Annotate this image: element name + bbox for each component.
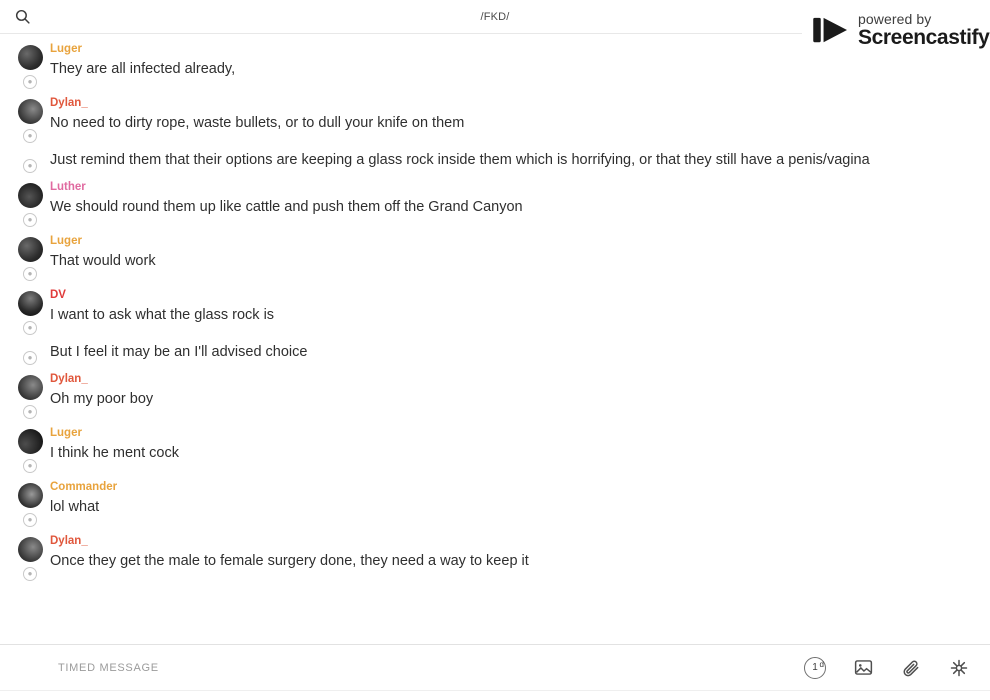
message-author[interactable]: Dylan_ xyxy=(50,373,88,385)
message-body xyxy=(50,372,976,419)
message-gutter xyxy=(10,480,50,527)
avatar[interactable] xyxy=(18,537,43,562)
paperclip-icon[interactable] xyxy=(900,657,922,679)
message-status-icon: ● xyxy=(23,405,37,419)
message-status-icon: ● xyxy=(23,75,37,89)
message-gutter xyxy=(10,96,50,143)
message-status-icon: ● xyxy=(23,129,37,143)
message-gutter xyxy=(10,150,50,173)
bottom-strip xyxy=(0,690,990,700)
message-composer xyxy=(0,644,990,690)
composer-actions xyxy=(804,657,976,679)
message-body xyxy=(50,534,976,581)
message-author[interactable]: Luger xyxy=(50,43,82,55)
image-icon[interactable] xyxy=(852,657,874,679)
message-author[interactable]: Luther xyxy=(50,181,86,193)
message-status-icon: ● xyxy=(23,351,37,365)
channel-title: /FKD/ xyxy=(480,10,510,23)
message-group xyxy=(0,234,990,281)
timed-message-input[interactable] xyxy=(58,662,804,674)
message-text: Just remind them that their options are keeping a glass rock inside them which is horrifying, or that they still have a penis/vagina xyxy=(50,152,870,168)
message-text: Oh my poor boy xyxy=(50,391,154,407)
message-group xyxy=(0,426,990,473)
message-text: That would work xyxy=(50,253,156,269)
message-text: lol what xyxy=(50,499,100,515)
message-gutter xyxy=(10,372,50,419)
message-gutter xyxy=(10,288,50,335)
avatar[interactable] xyxy=(18,375,43,400)
message-text: I want to ask what the glass rock is xyxy=(50,307,275,323)
watermark-text xyxy=(852,12,989,48)
message-group xyxy=(0,180,990,227)
message-author[interactable]: Luger xyxy=(50,427,82,439)
message-body xyxy=(50,150,976,173)
screencastify-watermark xyxy=(802,8,990,52)
message-status-icon: ● xyxy=(23,267,37,281)
message-list[interactable] xyxy=(0,34,990,644)
message-body xyxy=(50,342,976,365)
watermark-brand: Screencastify xyxy=(858,26,990,49)
message-gutter xyxy=(10,42,50,89)
message-status-icon: ● xyxy=(23,513,37,527)
avatar[interactable] xyxy=(18,99,43,124)
sparkle-icon[interactable] xyxy=(948,657,970,679)
message-gutter xyxy=(10,534,50,581)
message-body xyxy=(50,96,976,143)
message-group xyxy=(0,480,990,527)
watermark-powered-by: powered by xyxy=(858,11,932,27)
message-gutter xyxy=(10,234,50,281)
message-group xyxy=(0,96,990,143)
message-status-icon: ● xyxy=(23,459,37,473)
message-author[interactable]: Dylan_ xyxy=(50,97,88,109)
message-status-icon: ● xyxy=(23,321,37,335)
message-group xyxy=(0,534,990,581)
message-status-icon: ● xyxy=(23,567,37,581)
message-timer-unit: d xyxy=(819,659,824,669)
message-group xyxy=(0,288,990,335)
avatar[interactable] xyxy=(18,45,43,70)
avatar[interactable] xyxy=(18,237,43,262)
message-continuation xyxy=(0,342,990,365)
message-status-icon: ● xyxy=(23,159,37,173)
message-status-icon: ● xyxy=(23,213,37,227)
message-text: I think he ment cock xyxy=(50,445,179,461)
message-body xyxy=(50,180,976,227)
play-arrow-icon xyxy=(812,13,852,47)
search-icon[interactable] xyxy=(0,0,44,34)
avatar[interactable] xyxy=(18,183,43,208)
message-timer-button[interactable] xyxy=(804,657,826,679)
message-timer-value: 1 xyxy=(812,662,818,673)
message-body xyxy=(50,234,976,281)
message-text: We should round them up like cattle and push them off the Grand Canyon xyxy=(50,199,523,215)
message-gutter xyxy=(10,180,50,227)
message-text: Once they get the male to female surgery done, they need a way to keep it xyxy=(50,553,529,569)
message-author[interactable]: Commander xyxy=(50,481,118,493)
message-body xyxy=(50,426,976,473)
message-author[interactable]: Luger xyxy=(50,235,82,247)
message-body xyxy=(50,288,976,335)
message-body xyxy=(50,480,976,527)
message-continuation xyxy=(0,150,990,173)
message-author[interactable]: DV xyxy=(50,289,66,301)
message-group xyxy=(0,372,990,419)
message-author[interactable]: Dylan_ xyxy=(50,535,88,547)
message-text: They are all infected already, xyxy=(50,61,236,77)
avatar[interactable] xyxy=(18,429,43,454)
avatar[interactable] xyxy=(18,483,43,508)
message-text: But I feel it may be an I'll advised choice xyxy=(50,344,308,360)
message-gutter xyxy=(10,426,50,473)
avatar[interactable] xyxy=(18,291,43,316)
message-gutter xyxy=(10,342,50,365)
message-text: No need to dirty rope, waste bullets, or to dull your knife on them xyxy=(50,115,465,131)
